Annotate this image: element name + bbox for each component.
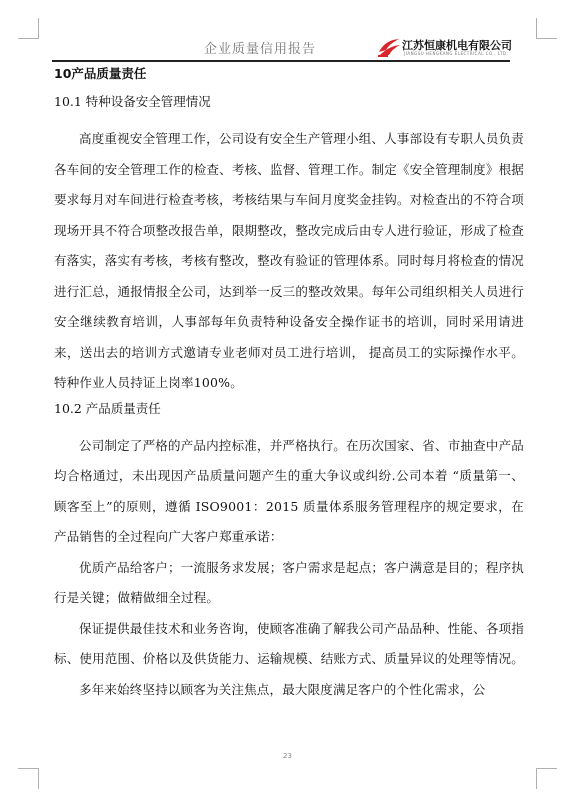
company-name: 江苏恒康机电有限公司 bbox=[402, 39, 512, 52]
subsection-title-10-1: 10.1 特种设备安全管理情况 bbox=[54, 94, 211, 109]
section-title: 10产品质量责任 bbox=[54, 66, 147, 81]
crop-mark-bottom-left bbox=[18, 768, 39, 789]
subsection-title-10-2: 10.2 产品质量责任 bbox=[54, 400, 161, 416]
paragraph-commitment: 优质产品给客户；一流服务求发展；客户需求是起点；客户满意是目的；程序执行是关键；做精做细全过程。 bbox=[54, 559, 524, 605]
paragraph-quality-standard: 公司制定了严格的产品内控标准，并严格执行。在历次国家、省、市抽查中产品均合格通过，未出现因产品质量问题产生的重大争议或纠纷.公司本着 “质量第一、顾客至上”的原则，遵循 ISO9001：2015 质量体系服务管理程序的规定要求，在产品销售的全过程向广大客户郑重承诺： bbox=[54, 437, 524, 544]
paragraph-safety-management: 高度重视安全管理工作，公司设有安全生产管理小组、人事部设有专职人员负责各车间的安全管理工作的检查、考核、监督、管理工作。制定《安全管理制度》根据要求每月对车间进行检查考核，考核结果与车间月度奖金挂钩。对检查出的不符合项现场开具不符合项整改报告单，限期整改，整改完成后由专人进行验证，形成了检查有落实，落实有考核，考核有整改，整改有验证的管理体系。同时每月将检查的情况进行汇总，通报情报全公司，达到举一反三的整改效果。每年公司组织相关人员进行安全继续教育培训，人事部每年负责特种设备安全操作证书的培训，同时采用请进来，送出去的培训方式邀请专业老师对员工进行培训， 提高员工的实际操作水平。特种作业人员持证上岗率100%。 bbox=[54, 131, 524, 390]
header-title: 企业质量信用报告 bbox=[204, 42, 317, 57]
page-header bbox=[52, 34, 510, 62]
company-name-en: JIANGSU HENGKANG ELECTRICAL CO., LTD. bbox=[404, 51, 509, 56]
company-logo-icon bbox=[377, 36, 401, 58]
document-body bbox=[54, 66, 524, 705]
crop-mark-bottom-right bbox=[536, 768, 557, 789]
page-number: 23 bbox=[283, 752, 292, 760]
paragraph-consulting: 保证提供最佳技术和业务咨询，使顾客准确了解我公司产品品种、性能、各项指标、使用范围、价格以及供货能力、运输规模、结账方式、质量异议的处理等情况。 bbox=[54, 620, 524, 666]
crop-mark-top-right bbox=[536, 18, 557, 39]
paragraph-customer-focus: 多年来始终坚持以顾客为关注焦点，最大限度满足客户的个性化需求，公 bbox=[79, 681, 486, 697]
crop-mark-top-left bbox=[18, 18, 39, 39]
